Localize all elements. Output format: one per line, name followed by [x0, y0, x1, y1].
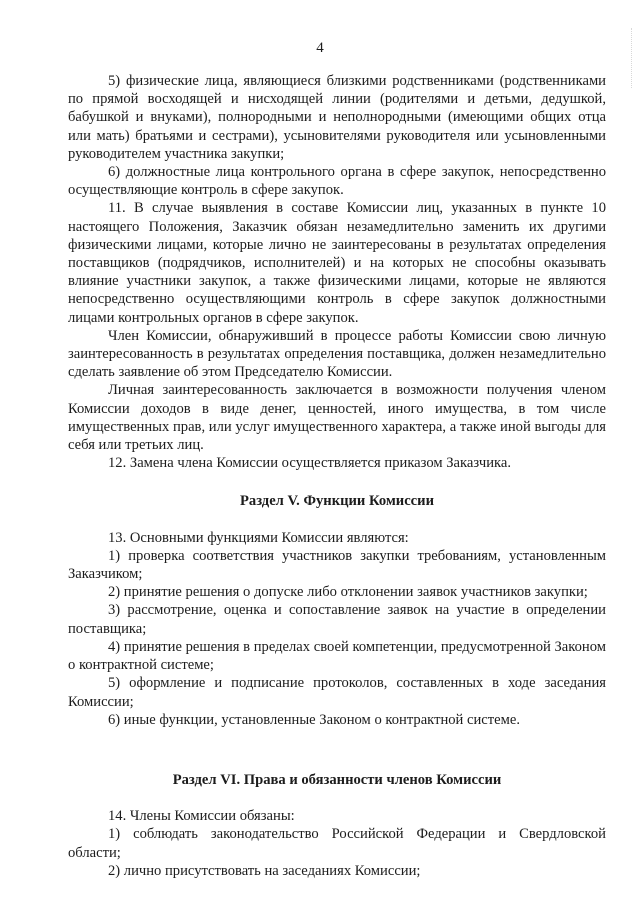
list-item-duty-2: 2) лично присутствовать на заседаниях Комиссии;	[108, 862, 421, 879]
paragraph-clause-13: 13. Основными функциями Комиссии являются:	[108, 529, 409, 546]
section-6-heading: Раздел VI. Права и обязанности членов Комиссии	[172, 771, 502, 788]
list-item-function-2: 2) принятие решения о допуске либо отклонении заявок участников закупки;	[108, 584, 588, 601]
paragraph-item-5-relatives: 5) физические лица, являющиеся близкими родственниками (родственниками по прямой восходящей и нисходящей линии (родителями и детьми, дедушкой, бабушкой и внуками), полнородными и неполнородными (имеющими общих отца или мать) братьями и сестрами), усыновителями руководителя или усыновленными руководителем участника закупки;	[68, 73, 606, 162]
list-item-function-6: 6) иные функции, установленные Законом о контрактной системе.	[108, 711, 520, 728]
list-item-function-5: 5) оформление и подписание протоколов, составленных в ходе заседания Комиссии;	[68, 675, 606, 710]
margin-scan-mark	[619, 28, 632, 88]
list-item-function-3: 3) рассмотрение, оценка и сопоставление заявок на участие в определении поставщика;	[68, 602, 606, 637]
paragraph-item-6-control-officials: 6) должностные лица контрольного органа в сфере закупок, непосредственно осуществляющие контроль в сфере закупок.	[68, 164, 606, 199]
list-item-function-1: 1) проверка соответствия участников закупки требованиям, установленным Заказчиком;	[68, 547, 606, 583]
paragraph-clause-11: 11. В случае выявления в составе Комиссии лиц, указанных в пункте 10 настоящего Положения, Заказчик обязан незамедлительно заменить их другими физическими лицами, которые лично не заинтересованы в результатах определения поставщиков (подрядчиков, исполнителей) и на которых не способны оказывать влияние участники закупок, а также физическими лицами, которые не являются непосредственно осуществляющими контроль в сфере закупок должностными лицами контрольных органов в сфере закупок.	[68, 200, 606, 326]
page-number: 4	[316, 40, 324, 56]
paragraph-clause-14: 14. Члены Комиссии обязаны:	[108, 808, 295, 825]
section-5-heading: Раздел V. Функции Комиссии	[240, 493, 434, 510]
paragraph-member-interest-statement: Член Комиссии, обнаруживший в процессе работы Комиссии свою личную заинтересованность в результатах определения поставщика, должен незамедлительно сделать заявление об этом Председателю Комиссии.	[68, 327, 606, 381]
paragraph-personal-interest-definition: Личная заинтересованность заключается в возможности получения членом Комиссии доходов в виде денег, ценностей, иного имущества, в том числе имущественных прав, или услуг имущественного характера, а также иной выгоды для себя или третьих лиц.	[68, 382, 606, 454]
list-item-duty-1: 1) соблюдать законодательство Российской Федерации и Свердловской области;	[68, 826, 606, 861]
paragraph-clause-12: 12. Замена члена Комиссии осуществляется приказом Заказчика.	[108, 455, 511, 472]
list-item-function-4: 4) принятие решения в пределах своей компетенции, предусмотренной Законом о контрактной системе;	[68, 638, 606, 674]
document-body	[68, 72, 606, 880]
